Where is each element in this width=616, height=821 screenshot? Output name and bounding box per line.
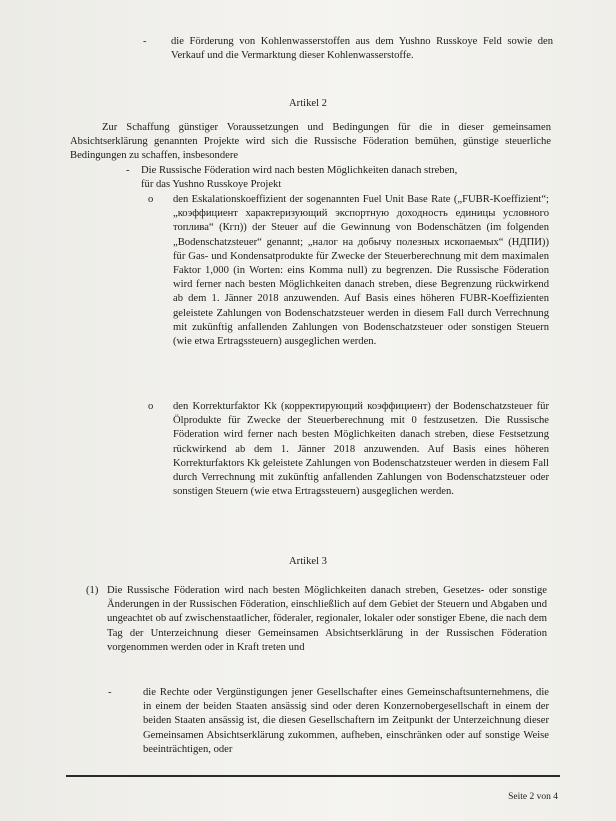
footer-divider	[66, 775, 560, 777]
article-3-heading: Artikel 3	[289, 556, 327, 567]
sub-item-1-text: den Eskalationskoeffizient der sogenannten Fuel Unit Base Rate („FUBR-Koeffizient“; „коэффициент характеризующий экспортную доходность единицы условного топлива“ (Кгп)) der Steuer auf die Gewinnung von Bodenschätzen (im folgenden „Bodenschatzsteuer“ genannt; „налог на добычу полезных ископаемых“ (НДПИ)) für Gas- und Kondensatprodukte für Zwecke der Steuerberechnung mit dem maximalen Faktor 1,000 (in Worten: eins Komma null) zu begrenzen. Die Russische Föderation wird ferner nach besten Möglichkeiten danach streben, diese Begrenzung rückwirkend ab dem 1. Jänner 2018 anzuwenden. Auf Basis eines höheren FUBR-Koeffizienten geleistete Zahlungen von Bodenschatzsteuer werden in diesem Fall durch Verrechnung mit zukünftig anfallenden Zahlungen von Bodenschatzsteuer oder sonstigen Steuern (wie etwa Ertragssteuern) ausgeglichen werden.	[173, 194, 549, 348]
article-2-heading: Artikel 2	[289, 98, 327, 109]
article-2-dash-line-1: Die Russische Föderation wird nach besten Möglichkeiten danach streben,	[141, 165, 458, 176]
intro-bullet-text: die Förderung von Kohlenwasserstoffen aus dem Yushno Russkoye Feld sowie den Verkauf und die Vermarktung dieser Kohlenwasserstoffe.	[171, 36, 553, 62]
sub-item-2-text: den Korrekturfaktor Kk (корректирующий коэффициент) der Bodenschatzsteuer für Ölprodukte für Zwecke der Steuerberechnung mit 0 festzusetzen. Die Russische Föderation wird ferner nach besten Möglichkeiten danach streben, diese Festsetzung rückwirkend ab dem 1. Jänner 2018 anzuwenden. Auf Basis eines höheren Korrekturfaktors Kk geleistete Zahlungen von Bodenschatzsteuer werden in diesem Fall durch Verrechnung mit zukünftig anfallenden Zahlungen von Bodenschatzsteuer oder sonstigen Steuern (wie etwa Ertragssteuern) ausgeglichen werden.	[173, 401, 549, 498]
article-2-intro-paragraph: Zur Schaffung günstiger Voraussetzungen und Bedingungen für die in dieser gemeinsamen Absichtserklärung genannten Projekte wird sich die Russische Föderation bemühen, günstige steuerliche Bedingungen zu schaffen, insbesondere	[70, 122, 551, 162]
intro-bullet-marker: -	[143, 36, 147, 47]
page-number: Seite 2 von 4	[508, 792, 558, 802]
article-2-dash-line-2: für das Yushno Russkoye Projekt	[141, 179, 282, 190]
article-3-dash-text: die Rechte oder Vergünstigungen jener Gesellschafter eines Gemeinschaftsunternehmens, die in einem der beiden Staaten ansässig sind oder deren Konzernobergesellschaft in einem der beiden Staaten ansässig ist, die diesen Gesellschaftern im Zeitpunkt der Unterzeichnung dieser Gemeinsamen Absichtserklärung zukommen, aufheben, einschränken oder auf sonstige Weise beeinträchtigen, oder	[143, 687, 549, 755]
article-3-dash-marker: -	[108, 687, 112, 698]
article-3-para-1-text: Die Russische Föderation wird nach besten Möglichkeiten danach streben, Gesetzes- oder sonstige Änderungen in der Russischen Föderation, einschließlich auf dem Gebiet der Steuern und Abgaben und ungeachtet ob auf zwischenstaatlicher, föderaler, regionaler, lokaler oder sonstiger Ebene, die nach dem Tag der Unterzeichnung dieser Gemeinsamen Absichtserklärung in der Russischen Föderation vorgenommen werden oder in Kraft treten und	[107, 585, 547, 653]
sub-item-1-marker: o	[148, 194, 154, 205]
article-2-dash-marker: -	[126, 165, 130, 176]
article-3-para-1-marker: (1)	[86, 585, 99, 596]
sub-item-2-marker: o	[148, 401, 154, 412]
